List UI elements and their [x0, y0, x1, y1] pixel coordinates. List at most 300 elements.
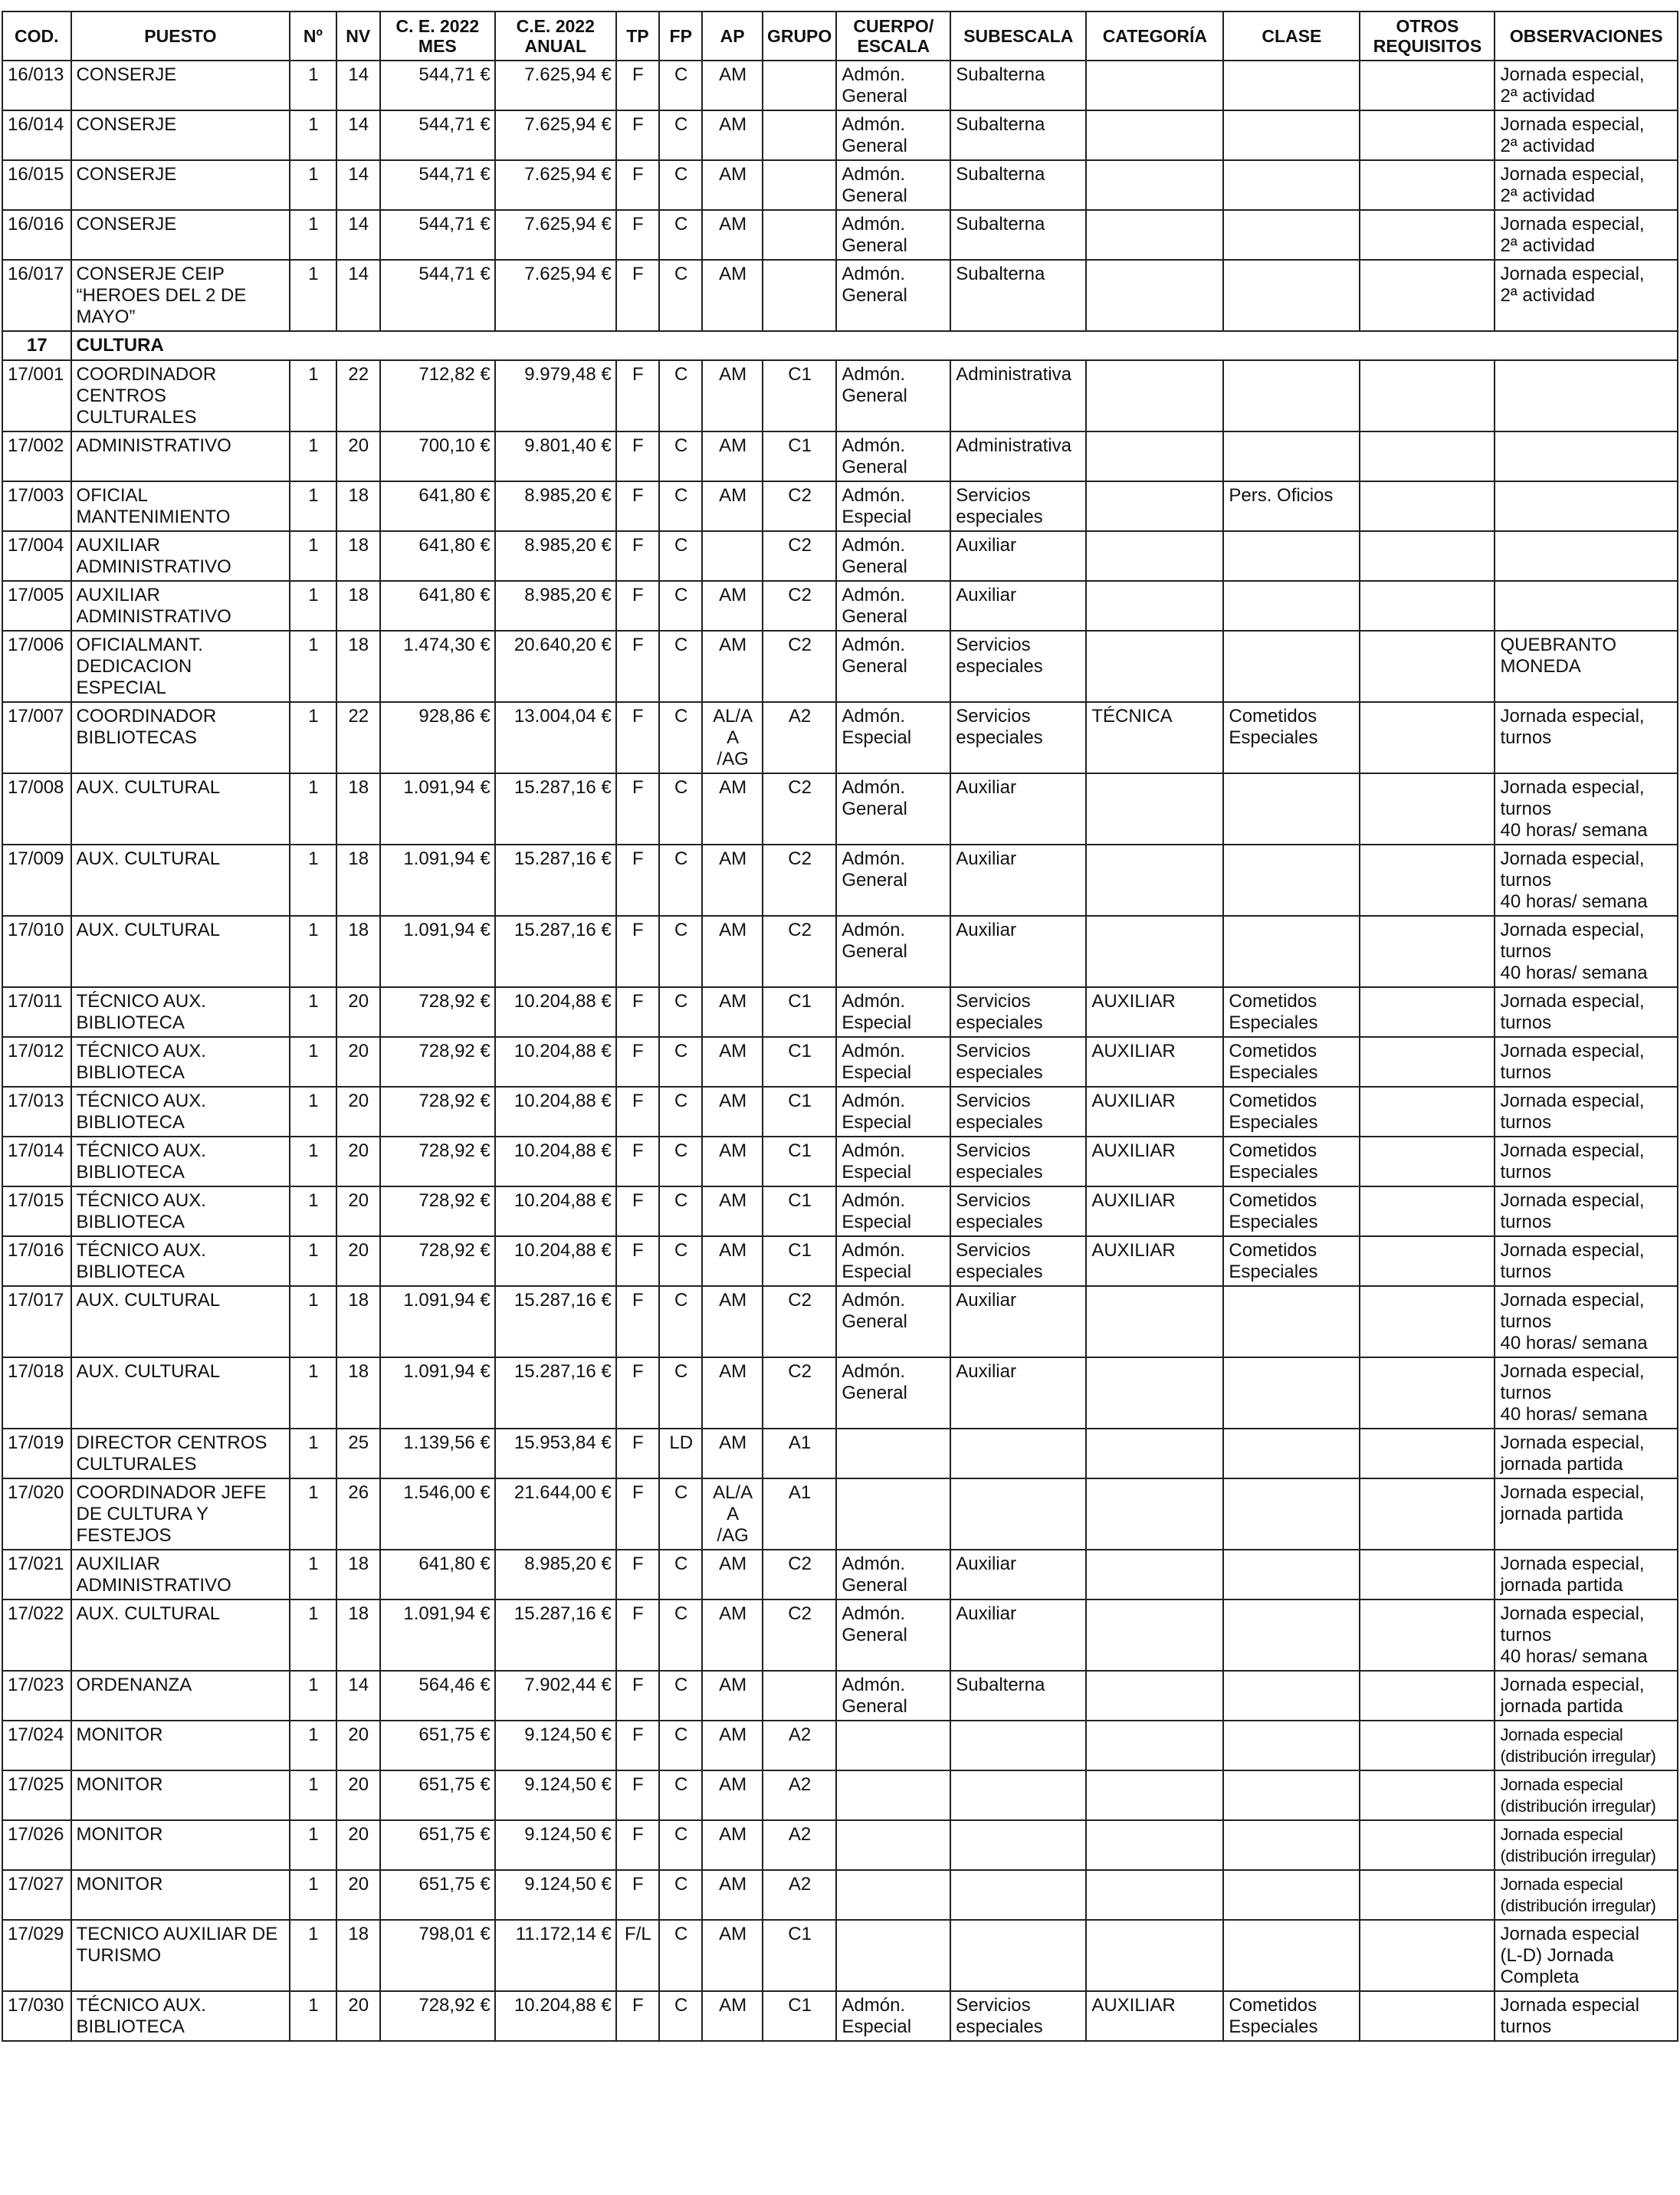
- cell-categoria: [1086, 160, 1223, 210]
- cell-subescala: [950, 1870, 1086, 1920]
- cell-ap: AM: [702, 1820, 762, 1870]
- table-row: [2, 1671, 1678, 1721]
- cell-tp: F: [616, 845, 659, 916]
- cell-tp: F: [616, 1236, 659, 1286]
- header-subescala: SUBESCALA: [950, 11, 1086, 61]
- table-row: [2, 845, 1678, 916]
- cell-subescala: Servicios especiales: [950, 481, 1086, 531]
- cell-numero: 1: [290, 1820, 336, 1870]
- cell-tp: F: [616, 481, 659, 531]
- cell-puesto: AUX. CULTURAL: [71, 845, 290, 916]
- table-row: [2, 1037, 1678, 1087]
- cell-puesto: COORDINADOR JEFE DE CULTURA Y FESTEJOS: [71, 1478, 290, 1550]
- cell-tp: F: [616, 631, 659, 702]
- cell-numero: 1: [290, 1920, 336, 1991]
- cell-numero: 1: [290, 1137, 336, 1186]
- cell-cod: 17/006: [2, 631, 71, 702]
- cell-otros: [1360, 631, 1495, 702]
- cell-categoria: [1086, 1478, 1223, 1550]
- cell-ap: AM: [702, 1550, 762, 1599]
- cell-fp: C: [659, 1870, 702, 1920]
- cell-otros: [1360, 1087, 1495, 1137]
- cell-grupo: A2: [763, 702, 837, 773]
- cell-cuerpo: [836, 1721, 950, 1770]
- cell-ce-mes: 928,86 €: [380, 702, 495, 773]
- cell-numero: 1: [290, 110, 336, 160]
- cell-cuerpo: [836, 1920, 950, 1991]
- cell-categoria: [1086, 360, 1223, 431]
- cell-numero: 1: [290, 260, 336, 331]
- cell-cod: 17/017: [2, 1286, 71, 1357]
- cell-categoria: [1086, 531, 1223, 581]
- cell-puesto: AUXILIAR ADMINISTRATIVO: [71, 531, 290, 581]
- cell-subescala: Servicios especiales: [950, 631, 1086, 702]
- cell-fp: C: [659, 631, 702, 702]
- cell-grupo: C2: [763, 481, 837, 531]
- cell-ap: AM: [702, 1671, 762, 1721]
- cell-cod: 17/003: [2, 481, 71, 531]
- cell-nivel: 14: [336, 160, 380, 210]
- header-tp: TP: [616, 11, 659, 61]
- table-row: [2, 1550, 1678, 1599]
- table-row: [2, 1870, 1678, 1920]
- cell-fp: C: [659, 481, 702, 531]
- cell-ap: AM: [702, 631, 762, 702]
- cell-otros: [1360, 431, 1495, 481]
- cell-grupo: A2: [763, 1721, 837, 1770]
- cell-clase: [1223, 1770, 1360, 1820]
- cell-numero: 1: [290, 916, 336, 987]
- cell-subescala: Servicios especiales: [950, 1236, 1086, 1286]
- cell-ce-anual: 9.801,40 €: [495, 431, 616, 481]
- cell-ap: AM: [702, 431, 762, 481]
- cell-categoria: AUXILIAR: [1086, 1037, 1223, 1087]
- cell-categoria: [1086, 1286, 1223, 1357]
- cell-cuerpo: Admón. Especial: [836, 987, 950, 1037]
- cell-numero: 1: [290, 773, 336, 845]
- cell-subescala: Administrativa: [950, 431, 1086, 481]
- cell-otros: [1360, 1357, 1495, 1429]
- cell-numero: 1: [290, 631, 336, 702]
- cell-otros: [1360, 581, 1495, 631]
- cell-numero: 1: [290, 702, 336, 773]
- cell-subescala: Auxiliar: [950, 1599, 1086, 1671]
- table-row: [2, 1137, 1678, 1186]
- cell-ce-anual: 9.124,50 €: [495, 1870, 616, 1920]
- cell-categoria: [1086, 1671, 1223, 1721]
- cell-nivel: 20: [336, 1870, 380, 1920]
- cell-ce-anual: 10.204,88 €: [495, 1087, 616, 1137]
- cell-numero: 1: [290, 1236, 336, 1286]
- cell-puesto: CONSERJE: [71, 110, 290, 160]
- cell-cuerpo: Admón. Especial: [836, 1137, 950, 1186]
- cell-nivel: 18: [336, 1286, 380, 1357]
- cell-ce-anual: 8.985,20 €: [495, 531, 616, 581]
- cell-ap: AM: [702, 987, 762, 1037]
- cell-otros: [1360, 987, 1495, 1037]
- cell-subescala: [950, 1721, 1086, 1770]
- cell-observaciones: Jornada especial, turnos: [1495, 1236, 1678, 1286]
- cell-subescala: [950, 1478, 1086, 1550]
- cell-tp: F: [616, 1357, 659, 1429]
- cell-puesto: TÉCNICO AUX. BIBLIOTECA: [71, 1137, 290, 1186]
- cell-ce-mes: 1.091,94 €: [380, 1286, 495, 1357]
- cell-subescala: Auxiliar: [950, 531, 1086, 581]
- cell-nivel: 26: [336, 1478, 380, 1550]
- cell-puesto: AUX. CULTURAL: [71, 1599, 290, 1671]
- cell-categoria: AUXILIAR: [1086, 1087, 1223, 1137]
- cell-subescala: Auxiliar: [950, 773, 1086, 845]
- cell-clase: [1223, 1357, 1360, 1429]
- cell-cuerpo: Admón. General: [836, 160, 950, 210]
- cell-clase: [1223, 1286, 1360, 1357]
- cell-subescala: [950, 1429, 1086, 1478]
- table-row: [2, 1599, 1678, 1671]
- cell-observaciones: Jornada especial, jornada partida: [1495, 1478, 1678, 1550]
- cell-observaciones: Jornada especial (distribución irregular): [1495, 1770, 1678, 1820]
- cell-grupo: C1: [763, 987, 837, 1037]
- cell-numero: 1: [290, 987, 336, 1037]
- cell-cod: 17/020: [2, 1478, 71, 1550]
- cell-observaciones: [1495, 581, 1678, 631]
- cell-cod: 17/016: [2, 1236, 71, 1286]
- cell-numero: 1: [290, 1550, 336, 1599]
- cell-ap: AM: [702, 160, 762, 210]
- cell-categoria: [1086, 210, 1223, 260]
- cell-grupo: C1: [763, 1137, 837, 1186]
- cell-otros: [1360, 1550, 1495, 1599]
- cell-clase: [1223, 531, 1360, 581]
- cell-nivel: 18: [336, 1599, 380, 1671]
- cell-grupo: C1: [763, 431, 837, 481]
- cell-fp: LD: [659, 1429, 702, 1478]
- cell-nivel: 18: [336, 531, 380, 581]
- cell-grupo: [763, 210, 837, 260]
- cell-observaciones: Jornada especial, turnos 40 horas/ semana: [1495, 916, 1678, 987]
- cell-grupo: C2: [763, 773, 837, 845]
- cell-puesto: MONITOR: [71, 1770, 290, 1820]
- cell-cuerpo: [836, 1478, 950, 1550]
- cell-ce-mes: 651,75 €: [380, 1820, 495, 1870]
- cell-cod: 17/027: [2, 1870, 71, 1920]
- cell-cod: 16/016: [2, 210, 71, 260]
- cell-otros: [1360, 160, 1495, 210]
- cell-tp: F: [616, 773, 659, 845]
- cell-cuerpo: Admón. Especial: [836, 1037, 950, 1087]
- cell-numero: 1: [290, 1991, 336, 2041]
- cell-otros: [1360, 360, 1495, 431]
- table-row: [2, 1286, 1678, 1357]
- cell-observaciones: Jornada especial, turnos 40 horas/ semana: [1495, 845, 1678, 916]
- cell-ap: AM: [702, 1236, 762, 1286]
- cell-cod: 17/029: [2, 1920, 71, 1991]
- cell-ce-mes: 544,71 €: [380, 61, 495, 110]
- header-ce-anual: C.E. 2022 ANUAL: [495, 11, 616, 61]
- cell-categoria: [1086, 1770, 1223, 1820]
- cell-clase: [1223, 1599, 1360, 1671]
- cell-tp: F: [616, 1770, 659, 1820]
- header-observaciones: OBSERVACIONES: [1495, 11, 1678, 61]
- cell-numero: 1: [290, 160, 336, 210]
- cell-subescala: Servicios especiales: [950, 1137, 1086, 1186]
- cell-fp: C: [659, 1478, 702, 1550]
- cell-otros: [1360, 1991, 1495, 2041]
- cell-clase: [1223, 916, 1360, 987]
- cell-cuerpo: Admón. Especial: [836, 1991, 950, 2041]
- cell-ce-anual: 13.004,04 €: [495, 702, 616, 773]
- cell-cuerpo: Admón. Especial: [836, 1236, 950, 1286]
- table-row: [2, 1820, 1678, 1870]
- cell-tp: F: [616, 1721, 659, 1770]
- cell-subescala: Subalterna: [950, 110, 1086, 160]
- cell-cod: 17/021: [2, 1550, 71, 1599]
- cell-ap: AM: [702, 773, 762, 845]
- section-code: 17: [2, 331, 71, 360]
- cell-ce-anual: 8.985,20 €: [495, 1550, 616, 1599]
- cell-cuerpo: Admón. General: [836, 845, 950, 916]
- cell-cod: 17/014: [2, 1137, 71, 1186]
- cell-fp: C: [659, 61, 702, 110]
- cell-cod: 17/024: [2, 1721, 71, 1770]
- table-row: [2, 260, 1678, 331]
- cell-observaciones: Jornada especial (distribución irregular): [1495, 1870, 1678, 1920]
- cell-fp: C: [659, 1186, 702, 1236]
- cell-ap: AM: [702, 1186, 762, 1236]
- cell-observaciones: Jornada especial, turnos: [1495, 1087, 1678, 1137]
- cell-tp: F: [616, 987, 659, 1037]
- cell-puesto: OFICIAL MANTENIMIENTO: [71, 481, 290, 531]
- cell-grupo: A2: [763, 1770, 837, 1820]
- cell-numero: 1: [290, 61, 336, 110]
- cell-nivel: 14: [336, 260, 380, 331]
- cell-ce-mes: 1.091,94 €: [380, 845, 495, 916]
- cell-nivel: 14: [336, 210, 380, 260]
- cell-nivel: 18: [336, 773, 380, 845]
- cell-cuerpo: Admón. General: [836, 773, 950, 845]
- cell-otros: [1360, 1920, 1495, 1991]
- cell-numero: 1: [290, 1721, 336, 1770]
- cell-subescala: Auxiliar: [950, 916, 1086, 987]
- header-clase: CLASE: [1223, 11, 1360, 61]
- cell-puesto: AUX. CULTURAL: [71, 916, 290, 987]
- cell-fp: C: [659, 1991, 702, 2041]
- cell-categoria: [1086, 845, 1223, 916]
- cell-ce-mes: 544,71 €: [380, 210, 495, 260]
- cell-fp: C: [659, 773, 702, 845]
- cell-subescala: Servicios especiales: [950, 1991, 1086, 2041]
- cell-numero: 1: [290, 845, 336, 916]
- cell-ce-mes: 1.091,94 €: [380, 916, 495, 987]
- header-ce-mes: C. E. 2022 MES: [380, 11, 495, 61]
- cell-ce-mes: 728,92 €: [380, 1087, 495, 1137]
- cell-subescala: Subalterna: [950, 210, 1086, 260]
- cell-ce-mes: 641,80 €: [380, 531, 495, 581]
- cell-nivel: 20: [336, 1820, 380, 1870]
- cell-fp: C: [659, 1286, 702, 1357]
- cell-clase: [1223, 360, 1360, 431]
- cell-numero: 1: [290, 360, 336, 431]
- section-title: CULTURA: [71, 331, 1678, 360]
- cell-ce-anual: 7.625,94 €: [495, 260, 616, 331]
- cell-otros: [1360, 1286, 1495, 1357]
- cell-ap: AM: [702, 1286, 762, 1357]
- cell-observaciones: Jornada especial, 2ª actividad: [1495, 61, 1678, 110]
- cell-clase: [1223, 581, 1360, 631]
- cell-categoria: [1086, 1357, 1223, 1429]
- cell-cuerpo: Admón. General: [836, 210, 950, 260]
- cell-fp: C: [659, 531, 702, 581]
- cell-grupo: C2: [763, 1286, 837, 1357]
- cell-cod: 16/017: [2, 260, 71, 331]
- cell-subescala: [950, 1820, 1086, 1870]
- cell-ap: AM: [702, 1770, 762, 1820]
- cell-clase: [1223, 845, 1360, 916]
- cell-categoria: [1086, 61, 1223, 110]
- cell-observaciones: QUEBRANTO MONEDA: [1495, 631, 1678, 702]
- cell-otros: [1360, 1770, 1495, 1820]
- cell-otros: [1360, 210, 1495, 260]
- cell-categoria: [1086, 1599, 1223, 1671]
- cell-tp: F: [616, 531, 659, 581]
- cell-grupo: A2: [763, 1820, 837, 1870]
- cell-observaciones: Jornada especial, turnos: [1495, 987, 1678, 1037]
- cell-cuerpo: Admón. General: [836, 1599, 950, 1671]
- cell-ce-anual: 9.124,50 €: [495, 1770, 616, 1820]
- cell-observaciones: Jornada especial (L-D) Jornada Completa: [1495, 1920, 1678, 1991]
- cell-ce-mes: 1.474,30 €: [380, 631, 495, 702]
- table-row: [2, 481, 1678, 531]
- cell-fp: C: [659, 987, 702, 1037]
- cell-cod: 16/014: [2, 110, 71, 160]
- cell-clase: [1223, 1920, 1360, 1991]
- header-cuerpo: CUERPO/ ESCALA: [836, 11, 950, 61]
- cell-ap: AM: [702, 1087, 762, 1137]
- header-puesto: PUESTO: [71, 11, 290, 61]
- cell-subescala: Auxiliar: [950, 1550, 1086, 1599]
- table-row: [2, 160, 1678, 210]
- cell-clase: Cometidos Especiales: [1223, 702, 1360, 773]
- cell-tp: F: [616, 1087, 659, 1137]
- cell-observaciones: Jornada especial (distribución irregular): [1495, 1721, 1678, 1770]
- table-row: [2, 1991, 1678, 2041]
- cell-otros: [1360, 481, 1495, 531]
- cell-ce-anual: 10.204,88 €: [495, 1236, 616, 1286]
- cell-nivel: 20: [336, 1137, 380, 1186]
- cell-fp: C: [659, 1721, 702, 1770]
- cell-subescala: Auxiliar: [950, 581, 1086, 631]
- cell-clase: [1223, 210, 1360, 260]
- table-row: [2, 61, 1678, 110]
- cell-categoria: AUXILIAR: [1086, 987, 1223, 1037]
- cell-nivel: 20: [336, 1770, 380, 1820]
- cell-ce-anual: 7.625,94 €: [495, 160, 616, 210]
- cell-otros: [1360, 1721, 1495, 1770]
- cell-otros: [1360, 260, 1495, 331]
- cell-nivel: 14: [336, 1671, 380, 1721]
- cell-cod: 17/022: [2, 1599, 71, 1671]
- cell-otros: [1360, 1429, 1495, 1478]
- cell-cod: 17/015: [2, 1186, 71, 1236]
- cell-ap: AM: [702, 1870, 762, 1920]
- cell-categoria: [1086, 1721, 1223, 1770]
- cell-numero: 1: [290, 1186, 336, 1236]
- cell-cuerpo: Admón. General: [836, 61, 950, 110]
- cell-observaciones: [1495, 531, 1678, 581]
- cell-observaciones: Jornada especial (distribución irregular): [1495, 1820, 1678, 1870]
- cell-observaciones: Jornada especial, turnos: [1495, 1186, 1678, 1236]
- cell-ap: AM: [702, 1037, 762, 1087]
- cell-puesto: CONSERJE: [71, 160, 290, 210]
- cell-observaciones: Jornada especial, turnos: [1495, 1137, 1678, 1186]
- cell-tp: F: [616, 61, 659, 110]
- cell-nivel: 20: [336, 1236, 380, 1286]
- cell-grupo: C2: [763, 581, 837, 631]
- cell-categoria: AUXILIAR: [1086, 1186, 1223, 1236]
- table-row: [2, 1920, 1678, 1991]
- cell-clase: Cometidos Especiales: [1223, 1186, 1360, 1236]
- cell-clase: [1223, 1870, 1360, 1920]
- cell-ce-mes: 641,80 €: [380, 1550, 495, 1599]
- cell-ce-anual: 10.204,88 €: [495, 1037, 616, 1087]
- cell-ce-mes: 544,71 €: [380, 160, 495, 210]
- cell-grupo: C1: [763, 1991, 837, 2041]
- cell-ap: AM: [702, 61, 762, 110]
- cell-fp: C: [659, 1037, 702, 1087]
- cell-numero: 1: [290, 1599, 336, 1671]
- cell-ce-mes: 1.091,94 €: [380, 773, 495, 845]
- cell-clase: [1223, 1429, 1360, 1478]
- table-row: [2, 1186, 1678, 1236]
- table-row: [2, 631, 1678, 702]
- cell-categoria: [1086, 916, 1223, 987]
- cell-nivel: 18: [336, 1550, 380, 1599]
- header-categoria: CATEGORÍA: [1086, 11, 1223, 61]
- cell-categoria: TÉCNICA: [1086, 702, 1223, 773]
- cell-nivel: 25: [336, 1429, 380, 1478]
- cell-subescala: Servicios especiales: [950, 1037, 1086, 1087]
- cell-nivel: 22: [336, 702, 380, 773]
- cell-nivel: 18: [336, 845, 380, 916]
- cell-observaciones: Jornada especial, 2ª actividad: [1495, 260, 1678, 331]
- cell-ap: AL/AA /AG: [702, 702, 762, 773]
- cell-observaciones: [1495, 360, 1678, 431]
- cell-otros: [1360, 1137, 1495, 1186]
- cell-observaciones: [1495, 481, 1678, 531]
- cell-observaciones: Jornada especial, jornada partida: [1495, 1671, 1678, 1721]
- cell-observaciones: Jornada especial, turnos 40 horas/ semana: [1495, 1599, 1678, 1671]
- cell-ce-mes: 544,71 €: [380, 110, 495, 160]
- cell-numero: 1: [290, 1357, 336, 1429]
- cell-numero: 1: [290, 210, 336, 260]
- cell-tp: F: [616, 702, 659, 773]
- cell-ap: [702, 531, 762, 581]
- cell-cod: 17/010: [2, 916, 71, 987]
- cell-ce-mes: 651,75 €: [380, 1870, 495, 1920]
- cell-subescala: [950, 1770, 1086, 1820]
- cell-ce-anual: 9.979,48 €: [495, 360, 616, 431]
- cell-fp: C: [659, 1550, 702, 1599]
- table-row: [2, 581, 1678, 631]
- header-cod: COD.: [2, 11, 71, 61]
- cell-categoria: [1086, 260, 1223, 331]
- cell-fp: C: [659, 360, 702, 431]
- cell-cod: 17/011: [2, 987, 71, 1037]
- cell-fp: C: [659, 210, 702, 260]
- cell-numero: 1: [290, 1671, 336, 1721]
- cell-ap: AM: [702, 360, 762, 431]
- cell-otros: [1360, 916, 1495, 987]
- cell-ce-mes: 641,80 €: [380, 481, 495, 531]
